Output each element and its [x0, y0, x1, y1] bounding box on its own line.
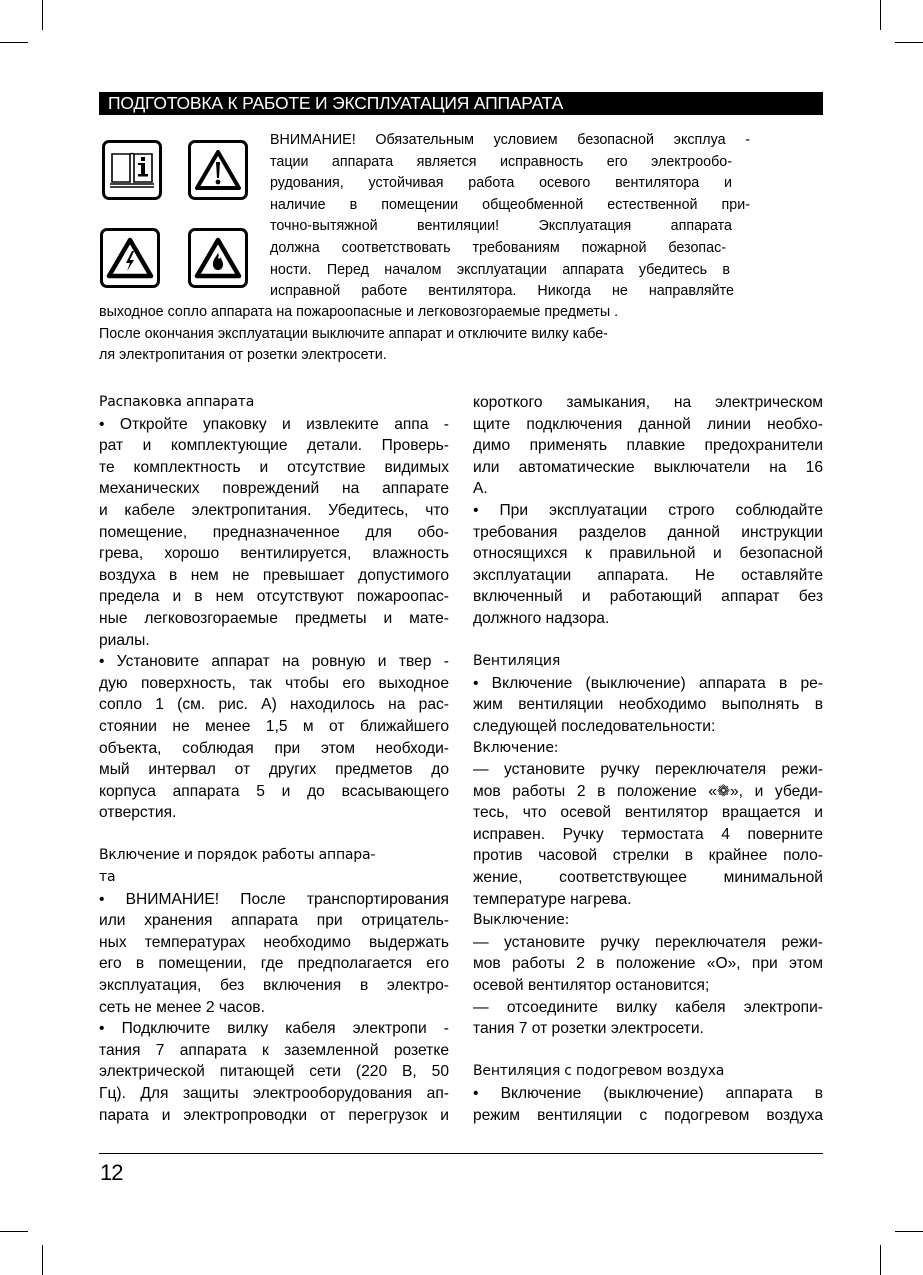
- text-line: режим вентиляции с подогревом воздуха: [473, 1106, 823, 1124]
- text-line: ные легковозгораемые предметы и мате-: [99, 609, 449, 627]
- text-line: ля электропитания от розетки электросети.: [99, 347, 387, 364]
- text-line: • Установите аппарат на ровную и твер -: [99, 653, 449, 671]
- text-line: или автоматические выключатели на 16: [473, 458, 823, 476]
- text-line: должного надзора.: [473, 609, 610, 627]
- crop-mark: [880, 1245, 881, 1275]
- page-number: 12: [100, 1160, 123, 1185]
- text-line: или хранения аппарата при отрицатель-: [99, 912, 449, 930]
- crop-mark: [895, 1231, 923, 1232]
- text-line: сопло 1 (см. рис. А) находилось на рас-: [99, 696, 449, 714]
- text-line: осевой вентилятор остановится;: [473, 977, 710, 995]
- text-line: дую поверхность, так чтобы его выходное: [99, 674, 449, 692]
- text-line: • Включение (выключение) аппарата в: [473, 1085, 823, 1102]
- footer-divider: [99, 1153, 823, 1154]
- text-line: — установите ручку переключателя режи-: [473, 933, 823, 951]
- right-column: [473, 392, 823, 1126]
- text-line: относящихся к правильной и безопасной: [473, 545, 823, 563]
- text-line: тания 7 от розетки электросети.: [473, 1020, 704, 1038]
- crop-mark: [42, 0, 43, 30]
- text-line: эксплуатация, без включения в электро-: [99, 977, 449, 995]
- text-line: электрической питающей сети (220 В, 50: [99, 1063, 449, 1081]
- text-line: те комплектность и отсутствие видимых: [99, 458, 449, 476]
- subheading-on: Включение:: [473, 739, 559, 756]
- text-line: парата и электропроводки от перегрузок и: [99, 1106, 449, 1124]
- warning-paragraph: [270, 130, 750, 303]
- crop-mark: [42, 1245, 43, 1275]
- text-line: После окончания эксплуатации выключите аппарат и отключите вилку кабе-: [99, 325, 608, 342]
- text-line: следующей последовательности:: [473, 717, 716, 735]
- text-line: • Включение (выключение) аппарата в ре-: [473, 674, 823, 692]
- section-heading-startup-cont: та: [99, 869, 116, 886]
- crop-mark: [880, 0, 881, 30]
- text-line: ных температурах необходимо выдержать: [99, 933, 449, 951]
- subheading-off: Выключение:: [473, 912, 570, 929]
- text-line: А.: [473, 480, 488, 498]
- text-line: короткого замыкания, на электрическом: [473, 394, 823, 411]
- text-line: предела и в нем отсутствуют пожароопас-: [99, 588, 449, 606]
- text-line: точно-вытяжной вентиляции! Эксплуатация аппарата: [270, 218, 732, 235]
- text-line: тации аппарата является исправность его электрообо-: [270, 153, 732, 170]
- text-line: ВНИМАНИЕ! Обязательным условием безопасной эксплуа -: [270, 132, 750, 148]
- crop-mark: [895, 42, 923, 43]
- text-line: жение, соответствующее минимальной: [473, 869, 823, 887]
- text-line: ности. Перед началом эксплуатации аппарата убедитесь в: [270, 261, 730, 278]
- section-title: ПОДГОТОВКА К РАБОТЕ И ЭКСПЛУАТАЦИЯ АППАРАТА: [99, 92, 823, 115]
- text-line: • При эксплуатации строго соблюдайте: [473, 501, 823, 519]
- text-line: помещение, предназначенное для обо-: [99, 523, 449, 541]
- section-heading-startup: Включение и порядок работы аппара-: [99, 847, 376, 864]
- text-line: стоянии не менее 1,5 м от ближайшего: [99, 717, 449, 735]
- section-heading-heated-ventilation: Вентиляция с подогревом воздуха: [473, 1063, 725, 1080]
- fire-hazard-icon: [188, 228, 248, 288]
- text-line: димо применять плавкие предохранители: [473, 437, 823, 455]
- text-line: тания 7 аппарата к заземленной розетке: [99, 1041, 449, 1059]
- text-line: рудования, устойчивая работа осевого вентилятора и: [270, 175, 732, 192]
- electric-hazard-icon: [100, 228, 160, 288]
- text-line: мов работы 2 в положение «О», при этом: [473, 955, 823, 973]
- text-line: • Подключите вилку кабеля электропи -: [99, 1020, 449, 1038]
- text-line: механических повреждений на аппарате: [99, 480, 449, 498]
- text-line: должна соответствовать требованиям пожарной безопас-: [270, 239, 726, 256]
- text-line: мый интервал от других предметов до: [99, 761, 449, 779]
- warning-exclamation-icon: [188, 140, 248, 200]
- text-line: эксплуатации аппарата. Не оставляйте: [473, 566, 823, 584]
- text-line: включенный и работающий аппарат без: [473, 588, 823, 606]
- text-line: жим вентиляции необходимо выполнять в: [473, 696, 823, 714]
- text-line: его в помещении, где предполагается его: [99, 955, 449, 973]
- text-line: воздуха в нем не превышает допустимого: [99, 566, 449, 584]
- left-column: [99, 392, 449, 1126]
- text-line: — отсоедините вилку кабеля электропи-: [473, 998, 823, 1016]
- text-line: объекта, соблюдая при этом необходи-: [99, 739, 449, 757]
- text-line: риалы.: [99, 631, 150, 649]
- section-heading-ventilation: Вентиляция: [473, 653, 561, 670]
- text-line: рат и комплектующие детали. Проверь-: [99, 437, 449, 455]
- text-line: и кабеле электропитания. Убедитесь, что: [99, 501, 449, 519]
- text-line: грева, хорошо вентилируется, влажность: [99, 545, 449, 563]
- text-line: • ВНИМАНИЕ! После транспортирования: [99, 890, 449, 908]
- text-line: Гц). Для защиты электрооборудования ап-: [99, 1085, 449, 1102]
- text-line: тесь, что осевой вентилятор вращается и: [473, 804, 823, 822]
- section-heading-unpacking: Распаковка аппарата: [99, 394, 255, 410]
- text-line: щите подключения данной линии необхо-: [473, 415, 823, 433]
- warning-continuation: [99, 302, 739, 367]
- text-line: • Откройте упаковку и извлеките аппа -: [99, 415, 449, 433]
- read-manual-icon: [102, 140, 162, 200]
- text-line: против часовой стрелки в крайнее поло-: [473, 847, 823, 865]
- crop-mark: [0, 42, 28, 43]
- text-line: наличие в помещении общеобменной естественной при-: [270, 196, 750, 213]
- crop-mark: [0, 1231, 28, 1232]
- text-line: выходное сопло аппарата на пожароопасные и легковозгораемые предметы .: [99, 304, 619, 320]
- text-line: температуре нагрева.: [473, 890, 632, 908]
- text-line: требования разделов данной инструкции: [473, 523, 823, 541]
- text-line: мов работы 2 в положение «❁», и убеди-: [473, 782, 823, 800]
- text-line: исправной работе вентилятора. Никогда не направляйте: [270, 283, 734, 300]
- text-line: сеть не менее 2 часов.: [99, 998, 265, 1016]
- text-line: исправен. Ручку термостата 4 поверните: [473, 825, 823, 843]
- text-line: отверстия.: [99, 804, 177, 822]
- text-line: корпуса аппарата 5 и до всасывающего: [99, 782, 449, 800]
- text-line: — установите ручку переключателя режи-: [473, 761, 823, 779]
